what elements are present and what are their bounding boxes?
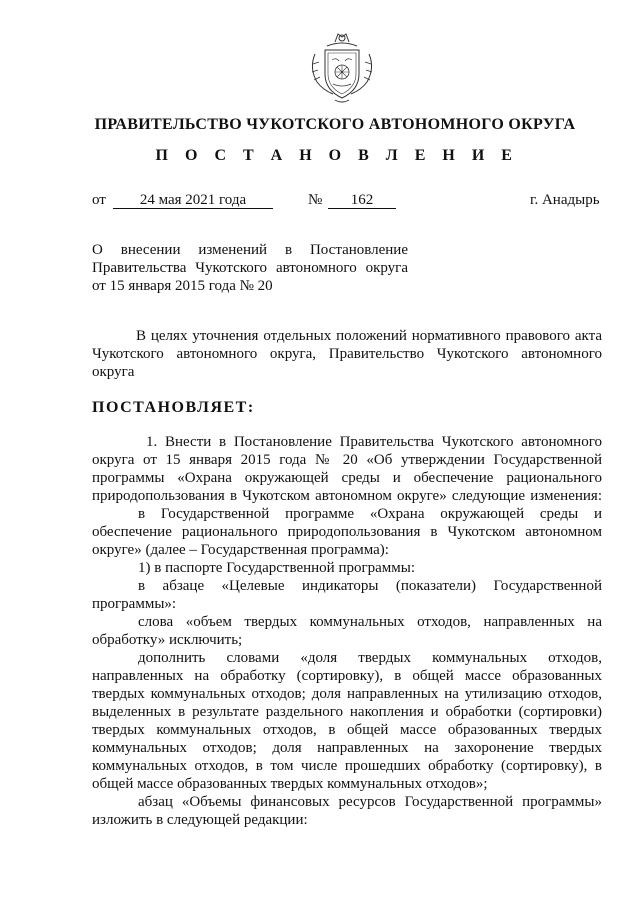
subject-line: Правительства Чукотского автономного округа [92,260,408,276]
preamble-line: В целях уточнения отдельных положений нормативного правового акта [136,328,602,344]
government-title: ПРАВИТЕЛЬСТВО ЧУКОТСКОГО АВТОНОМНОГО ОКРУГА [94,116,576,133]
text-line: изложить в следующей редакции: [92,812,308,828]
decree-text [92,433,602,829]
text-line: слова «объем твердых коммунальных отходов, направленных на [138,614,602,630]
city-label: г. Анадырь [530,192,600,208]
text-line: дополнить словами «доля твердых коммунальных отходов, [138,650,602,666]
text-line: направленных на обработку (сортировку), в общей массе образованных [92,668,602,684]
number-field [328,191,396,209]
text-line: обработку» исключить; [92,632,243,648]
subject-line: от 15 января 2015 года № 20 [92,278,273,294]
text-line: твердых коммунальных отходов, в общей массе образованных твердых [92,722,602,738]
text-line: округе» (далее – Государственная программа): [92,542,389,558]
text-line: твердых коммунальных отходов; доля направленных на утилизацию отходов, [92,686,602,702]
text-line: программы «Охрана окружающей среды и обеспечение рационального [92,470,602,486]
preamble-line: Чукотского автономного округа, Правительство Чукотского автономного [92,346,602,362]
text-line: общей массе образованных твердых коммунальных отходов»; [92,776,488,792]
coat-of-arms-icon [305,24,379,108]
text-line: 1. Внести в Постановление Правительства Чукотского автономного [146,434,602,450]
text-line: коммунальных отходов; доля направленных на захоронение твердых [92,740,602,756]
text-line: выделенных в результате раздельного накопления и обработки (сортировки) [92,704,602,720]
text-line: обеспечение рационального природопользования в Чукотском автономном [92,524,602,540]
text-line: абзац «Объемы финансовых ресурсов Государственной программы» [138,794,602,810]
text-line: округа от 15 января 2015 года № 20 «Об утверждении Государственной [92,452,602,468]
text-line: в Государственной программе «Охрана окружающей среды и [138,506,602,522]
text-line: коммунальных отходов, в том числе прошедших обработку (сортировку), в [92,758,602,774]
subject-line: О внесении изменений в Постановление [92,242,408,258]
text-line: 1) в паспорте Государственной программы: [138,560,416,576]
number-value: 162 [328,193,396,209]
text-line: в абзаце «Целевые индикаторы (показатели) Государственной [138,578,602,594]
date-field [113,191,273,209]
preamble-line: округа [92,364,135,380]
date-value: 24 мая 2021 года [113,193,273,209]
document-type-title: П О С Т А Н О В Л Е Н И Е [155,147,519,164]
date-prefix: от [92,192,106,208]
text-line: программы»: [92,596,177,612]
subject-block [92,241,408,295]
preamble-paragraph [92,327,602,381]
number-prefix: № [308,192,323,208]
text-line: природопользования в Чукотском автономном округе» следующие изменения: [92,488,602,504]
resolves-heading: ПОСТАНОВЛЯЕТ: [92,399,255,416]
